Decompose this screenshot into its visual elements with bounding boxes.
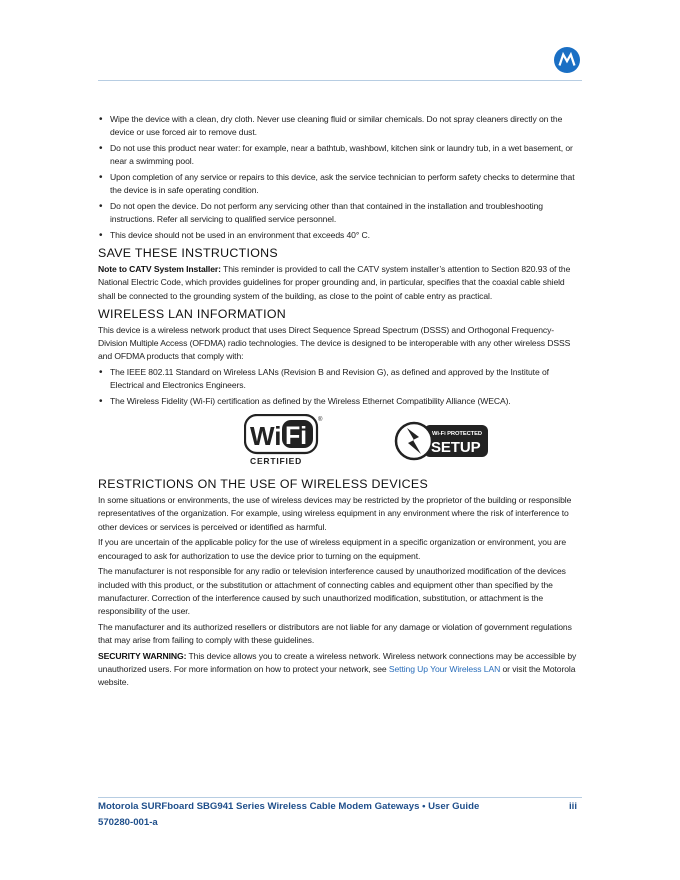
- restrictions-paragraph: The manufacturer and its authorized resellers or distributors are not liable for any damage or violation of government regulations that may arise from failing to comply with these guidelines.: [98, 621, 572, 646]
- page-number: iii: [569, 801, 577, 812]
- setting-up-wireless-lan-link[interactable]: Setting Up Your Wireless LAN: [388, 664, 501, 675]
- wifi-logo-reg: ®: [318, 417, 323, 424]
- page-content: [98, 113, 580, 692]
- wps-logo-bottom: SETUP: [431, 439, 481, 457]
- catv-note-label: Note to CATV System Installer:: [98, 264, 221, 275]
- footer-rule: [98, 797, 582, 798]
- restrictions-paragraph: In some situations or environments, the use of wireless devices may be restricted by the proprietor of the building or responsible representatives of the organization. For example, using wireless equipment in any environment where the risk of interference to other devices or services is perceived or identified as harmful.: [98, 495, 572, 532]
- list-item: • The Wireless Fidelity (Wi-Fi) certification as defined by the Wireless Ethernet Compatibility Alliance (WECA).: [98, 395, 580, 408]
- catv-note: [98, 263, 580, 303]
- restrictions-paragraph: The manufacturer is not responsible for any radio or television interference caused by unauthorized modification of the devices included with this product, or the substitution or attachment of connecting cables and equipment other than specified by the manufacturer. Correction of the interference caused by such unauthorized modification, substitution, or attachment is the responsibility of the user.: [98, 566, 566, 617]
- wireless-lan-heading: WIRELESS LAN INFORMATION: [98, 306, 287, 321]
- wifi-logo-certified: CERTIFIED: [250, 456, 303, 467]
- wifi-protected-setup-logo: [394, 419, 490, 463]
- motorola-logo-icon: [554, 47, 580, 73]
- list-item: • This device should not be used in an environment that exceeds 40° C.: [98, 229, 580, 242]
- footer-title: Motorola SURFboard SBG941 Series Wireless Cable Modem Gateways • User Guide: [98, 801, 480, 812]
- document-number: 570280-001-a: [98, 817, 158, 828]
- wireless-intro: This device is a wireless network product that uses Direct Sequence Spread Spectrum (DSSS) and Orthogonal Frequency-Division Multiple Access (OFDMA) radio technologies. The device is designed to be interoperable with any other wireless DSSS and OFDMA products that comply with:: [98, 324, 571, 362]
- wifi-certified-logo: [244, 414, 324, 466]
- list-item: • Wipe the device with a clean, dry cloth. Never use cleaning fluid or similar chemicals. Do not spray cleaners directly on the device or use forced air to remove dust.: [98, 113, 580, 139]
- wifi-logo-wi: Wi: [250, 421, 282, 452]
- certification-logos: [98, 414, 580, 472]
- list-item: • The IEEE 802.11 Standard on Wireless LANs (Revision B and Revision G), as defined and approved by the Institute of Electrical and Electronics Engineers.: [98, 366, 580, 392]
- list-item: • Do not open the device. Do not perform any servicing other than that contained in the installation and troubleshooting instructions. Refer all servicing to qualified service personnel.: [98, 200, 580, 226]
- wireless-standards-list: [98, 366, 580, 408]
- security-warning-text: This device allows you to create a wireless network. Wireless network connections may be accessible by unauthorized users. For more information on how to protect your network, see: [98, 650, 577, 675]
- security-warning-label: SECURITY WARNING:: [98, 650, 187, 661]
- list-item: • Do not use this product near water: for example, near a bathtub, washbowl, kitchen sink or laundry tub, in a wet basement, or near a swimming pool.: [98, 142, 580, 168]
- safety-list: [98, 113, 580, 242]
- catv-note-text: This reminder is provided to call the CATV system installer’s attention to Section 820.93 of the National Electric Code, which provides guidelines for proper grounding and, in particular, specifies that the coaxial cable shield shall be connected to the grounding system of the building, as close to the point of cable entry as practical.: [98, 264, 571, 301]
- save-instructions-heading: SAVE THESE INSTRUCTIONS: [98, 246, 278, 261]
- restrictions-paragraph: If you are uncertain of the applicable policy for the use of wireless equipment in a specific organization or environment, you are encouraged to ask for authorization to use the device prior to turning on the equipment.: [98, 537, 567, 561]
- security-warning-tail: or visit the Motorola website.: [98, 664, 576, 688]
- wps-logo-top: Wi-Fi PROTECTED: [432, 431, 482, 438]
- security-warning: [98, 650, 580, 690]
- header-rule: [98, 80, 582, 81]
- restrictions-heading: RESTRICTIONS ON THE USE OF WIRELESS DEVICES: [98, 477, 429, 492]
- wifi-logo-fi: Fi: [285, 422, 308, 451]
- list-item: • Upon completion of any service or repairs to this device, ask the service technician to perform safety checks to determine that the device is in safe operating condition.: [98, 171, 580, 197]
